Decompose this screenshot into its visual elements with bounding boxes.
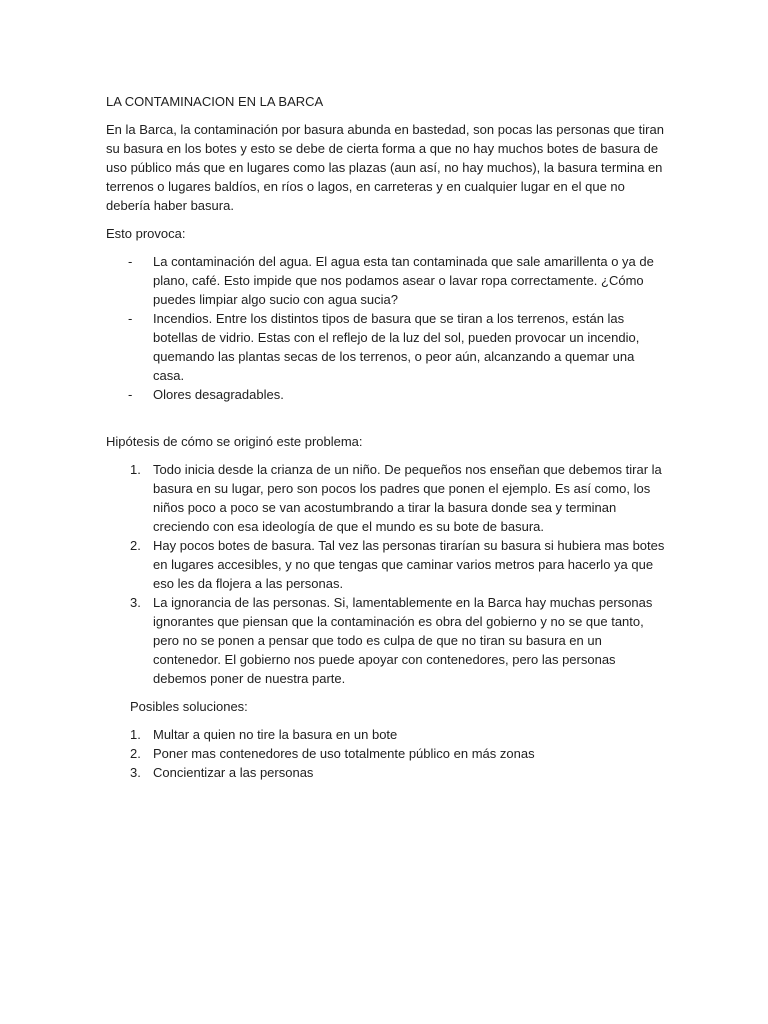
list-marker: 1. bbox=[130, 727, 141, 742]
list-marker: 3. bbox=[130, 595, 141, 610]
list-item-text: Concientizar a las personas bbox=[153, 765, 314, 780]
list-item-text: Hay pocos botes de basura. Tal vez las personas tirarían su basura si hubiera mas botes en lugares accesibles, y no que tengas que caminar varios metros para hacerlo ya que eso les da flojera a las personas. bbox=[153, 538, 665, 591]
list-marker: 2. bbox=[130, 538, 141, 553]
list-marker: 2. bbox=[130, 746, 141, 761]
list-item-text: Poner mas contenedores de uso totalmente público en más zonas bbox=[153, 746, 535, 761]
list-marker: 1. bbox=[130, 462, 141, 477]
list-item bbox=[106, 593, 668, 688]
list-item bbox=[106, 252, 668, 309]
list-item bbox=[106, 460, 668, 536]
document-title: LA CONTAMINACION EN LA BARCA bbox=[106, 94, 324, 109]
list-marker: - bbox=[128, 254, 133, 269]
list-item-text: Todo inicia desde la crianza de un niño. De pequeños nos enseñan que debemos tirar la basura en su lugar, pero son pocos los padres que ponen el ejemplo. Es así como, los niños poco a poco se van acostumbrando a tirar la basura donde sea y terminan creciendo con esa ideología de que el mundo es su bote de basura. bbox=[153, 462, 662, 534]
list-item bbox=[106, 385, 668, 404]
list-item bbox=[106, 309, 668, 385]
list-marker: - bbox=[128, 387, 133, 402]
list-item-text: Multar a quien no tire la basura en un bote bbox=[153, 727, 398, 742]
list-item bbox=[106, 725, 668, 744]
list-item-text: Incendios. Entre los distintos tipos de basura que se tiran a los terrenos, están las botellas de vidrio. Estas con el reflejo de la luz del sol, pueden provocar un incendio, quemando las plantas secas de los terrenos, o peor aún, alcanzando a quemar una casa. bbox=[153, 311, 640, 383]
list-item-text: Olores desagradables. bbox=[153, 387, 284, 402]
solutions-list bbox=[106, 725, 668, 782]
list-item-text: La ignorancia de las personas. Si, lamentablemente en la Barca hay muchas personas ignorantes que piensan que la contaminación es obra del gobierno y no se que tanto, pero no se ponen a pensar que todo es culpa de que no tiran su basura en un contenedor. El gobierno nos puede apoyar con contenedores, pero las personas debemos poner de nuestra parte. bbox=[153, 595, 653, 686]
solutions-label: Posibles soluciones: bbox=[130, 699, 248, 714]
list-item bbox=[106, 763, 668, 782]
hypothesis-label: Hipótesis de cómo se originó este problema: bbox=[106, 434, 363, 449]
hypotheses-list bbox=[106, 460, 668, 688]
spacer bbox=[106, 404, 668, 432]
list-marker: 3. bbox=[130, 765, 141, 780]
list-item bbox=[106, 536, 668, 593]
list-marker: - bbox=[128, 311, 133, 326]
list-item-text: La contaminación del agua. El agua esta tan contaminada que sale amarillenta o ya de plano, café. Esto impide que nos podamos asear o lavar ropa correctamente. ¿Cómo puedes limpiar algo sucio con agua sucia? bbox=[153, 254, 654, 307]
intro-paragraph: En la Barca, la contaminación por basura abunda en bastedad, son pocas las personas que tiran su basura en los botes y esto se debe de cierta forma a que no hay muchos botes de basura de uso público más que en lugares como las plazas (aun así, no hay muchos), la basura termina en terrenos o lugares baldíos, en ríos o lagos, en carreteras y en cualquier lugar en el que no debería haber basura. bbox=[106, 122, 664, 213]
effects-list bbox=[106, 252, 668, 404]
effects-label: Esto provoca: bbox=[106, 226, 186, 241]
list-item bbox=[106, 744, 668, 763]
spacer bbox=[106, 688, 668, 697]
